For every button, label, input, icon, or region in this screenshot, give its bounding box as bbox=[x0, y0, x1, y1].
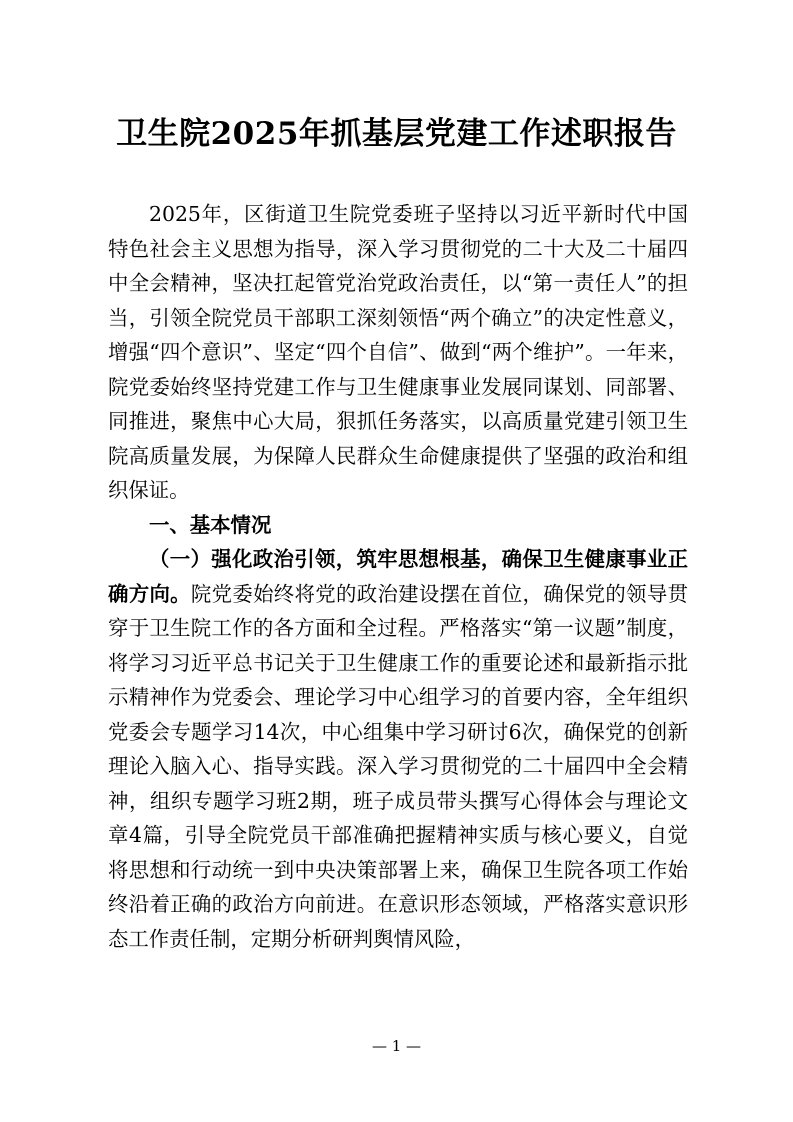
document-title: 卫生院2025年抓基层党建工作述职报告 bbox=[116, 116, 677, 152]
page-number: — 1 — bbox=[371, 1037, 422, 1055]
section-heading: 一、基本情况 bbox=[149, 512, 272, 537]
document-body bbox=[108, 197, 688, 956]
intro-paragraph: 2025年，区街道卫生院党委班子坚持以习近平新时代中国特色社会主义思想为指导，深入学习贯彻党的二十大及二十届四中全会精神，坚决扛起管党治党政治责任，以“第一责任人”的担当，引领全院党员干部职工深刻领悟“两个确立”的决定性意义，增强“四个意识”、坚定“四个自信”、做到“两个维护”。一年来，院党委始终坚持党建工作与卫生健康事业发展同谋划、同部署、同推进，聚焦中心大局，狠抓任务落实，以高质量党建引领卫生院高质量发展，为保障人民群众生命健康提供了坚强的政治和组织保证。 bbox=[108, 202, 688, 502]
subsection-lead: （一）强化政治引领，筑牢思想根基，确保卫生健康事业正确方向。 bbox=[108, 547, 688, 606]
subsection-text: 院党委始终将党的政治建设摆在首位，确保党的领导贯穿于卫生院工作的各方面和全过程。严格落实“第一议题”制度，将学习习近平总书记关于卫生健康工作的重要论述和最新指示批示精神作为党委会、理论学习中心组学习的首要内容，全年组织党委会专题学习14次，中心组集中学习研讨6次，确保党的创新理论入脑入心、指导实践。深入学习贯彻党的二十届四中全会精神，组织专题学习班2期，班子成员带头撰写心得体会与理论文章4篇，引导全院党员干部准确把握精神实质与核心要义，自觉将思想和行动统一到中央决策部署上来，确保卫生院各项工作始终沿着正确的政治方向前进。在意识形态领域，严格落实意识形态工作责任制，定期分析研判舆情风险， bbox=[108, 581, 688, 951]
subsection-paragraph bbox=[108, 542, 688, 956]
